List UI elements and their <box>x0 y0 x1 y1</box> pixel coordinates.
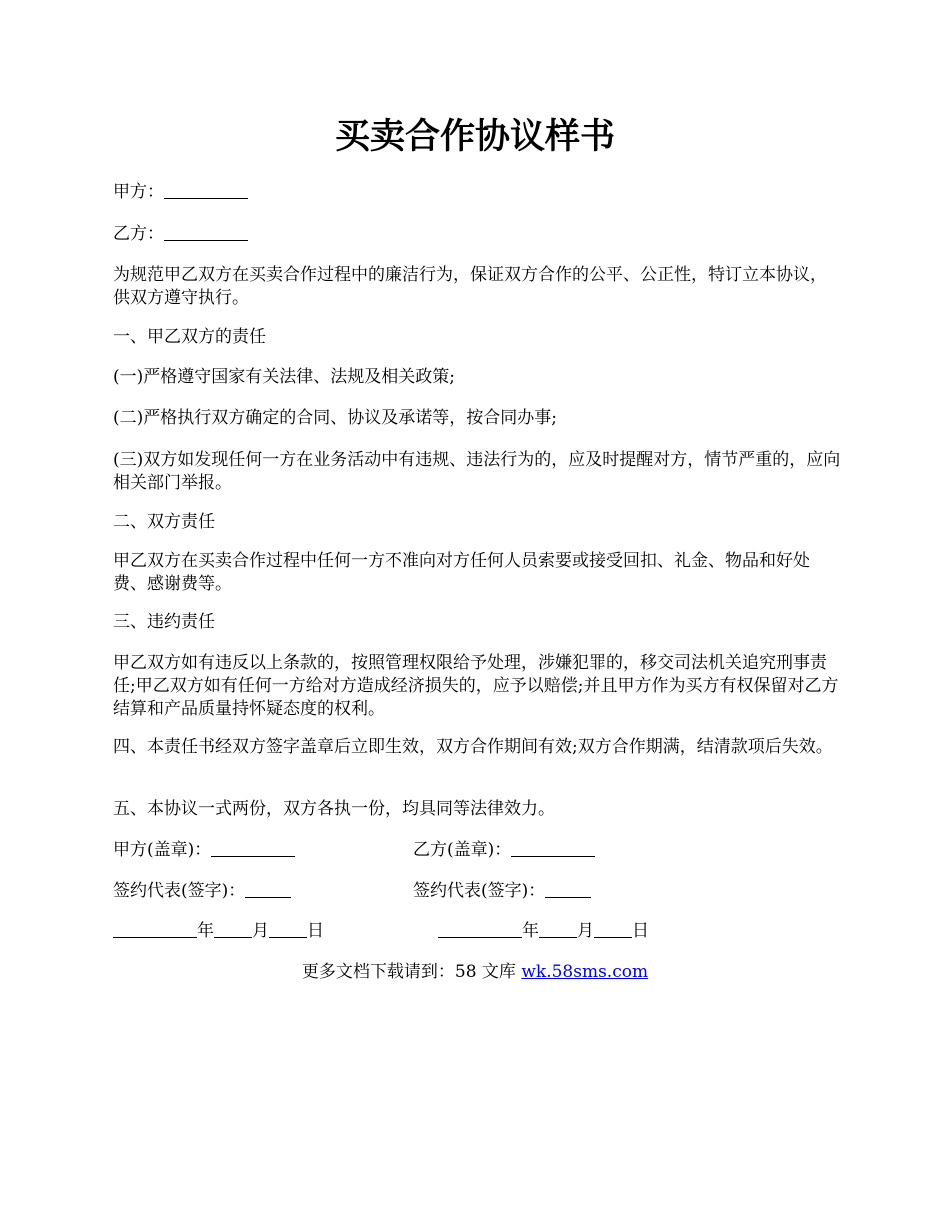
party-b-label: 乙方： <box>113 224 164 244</box>
rep-sign-right-line <box>413 880 591 903</box>
rep-sign-left-line <box>113 880 291 903</box>
section3-text: 甲乙双方如有违反以上条款的，按照管理权限给予处理，涉嫌犯罪的，移交司法机关追究刑事责任;甲乙双方如有任何一方给对方造成经济损失的，应予以赔偿;并且甲方作为买方有权保留对乙方结算和产品质量持怀疑态度的权利。 <box>113 653 839 719</box>
date-right-year-label: 年 <box>522 921 539 941</box>
intro-paragraph <box>113 264 843 310</box>
date-right-year-blank[interactable] <box>438 921 522 938</box>
section3-heading: 三、违约责任 <box>113 612 215 632</box>
party-a-blank[interactable] <box>164 182 248 199</box>
date-right-month-label: 月 <box>577 921 594 941</box>
section5-text: 五、本协议一式两份，双方各执一份，均具同等法律效力。 <box>113 799 555 819</box>
date-left-day-label: 日 <box>307 921 324 941</box>
date-right-line <box>438 920 649 943</box>
section3-paragraph <box>113 652 843 721</box>
date-left-line <box>113 920 324 943</box>
party-a-label: 甲方： <box>113 182 164 202</box>
section4-text: 四、本责任书经双方签字盖章后立即生效，双方合作期间有效;双方合作期满，结清款项后失效。 <box>113 737 833 757</box>
intro-text: 为规范甲乙双方在买卖合作过程中的廉洁行为，保证双方合作的公平、公正性，特订立本协议，供双方遵守执行。 <box>113 265 827 308</box>
rep-sign-left-blank[interactable] <box>245 881 291 898</box>
party-b-seal-blank[interactable] <box>511 840 595 857</box>
date-left-year-blank[interactable] <box>113 921 197 938</box>
party-b-seal-label: 乙方(盖章)： <box>413 840 512 860</box>
section2-text: 甲乙双方在买卖合作过程中任何一方不准向对方任何人员索要或接受回扣、礼金、物品和好处费、感谢费等。 <box>113 551 810 594</box>
section2-paragraph <box>113 550 843 596</box>
footer <box>0 961 950 984</box>
section4-paragraph <box>113 736 843 759</box>
section2-heading: 二、双方责任 <box>113 512 215 532</box>
party-a-seal-blank[interactable] <box>211 840 295 857</box>
document-title: 买卖合作协议样书 <box>334 116 615 157</box>
rep-sign-left-label: 签约代表(签字)： <box>113 881 246 901</box>
date-right-day-blank[interactable] <box>594 921 632 938</box>
date-left-month-label: 月 <box>252 921 269 941</box>
rep-sign-right-label: 签约代表(签字)： <box>413 881 546 901</box>
section1-item2: (二)严格执行双方确定的合同、协议及承诺等，按合同办事; <box>113 408 557 428</box>
party-a-seal-line <box>113 839 295 862</box>
party-b-seal-line <box>413 839 595 862</box>
date-right-day-label: 日 <box>632 921 649 941</box>
date-left-day-blank[interactable] <box>269 921 307 938</box>
section1-item3-text: (三)双方如发现任何一方在业务活动中有违规、违法行为的，应及时提醒对方，情节严重的，应向相关部门举报。 <box>113 450 841 493</box>
footer-text: 更多文档下载请到：58 文库 <box>301 962 522 982</box>
date-left-year-label: 年 <box>197 921 214 941</box>
footer-link[interactable]: wk.58sms.com <box>521 962 649 982</box>
party-a-seal-label: 甲方(盖章)： <box>113 840 212 860</box>
party-b-line <box>113 223 248 246</box>
party-b-blank[interactable] <box>164 224 248 241</box>
date-right-month-blank[interactable] <box>539 921 577 938</box>
rep-sign-right-blank[interactable] <box>545 881 591 898</box>
section1-item1: (一)严格遵守国家有关法律、法规及相关政策; <box>113 367 455 387</box>
date-left-month-blank[interactable] <box>214 921 252 938</box>
party-a-line <box>113 181 248 204</box>
section1-heading: 一、甲乙双方的责任 <box>113 327 266 347</box>
section1-item3 <box>113 449 843 495</box>
